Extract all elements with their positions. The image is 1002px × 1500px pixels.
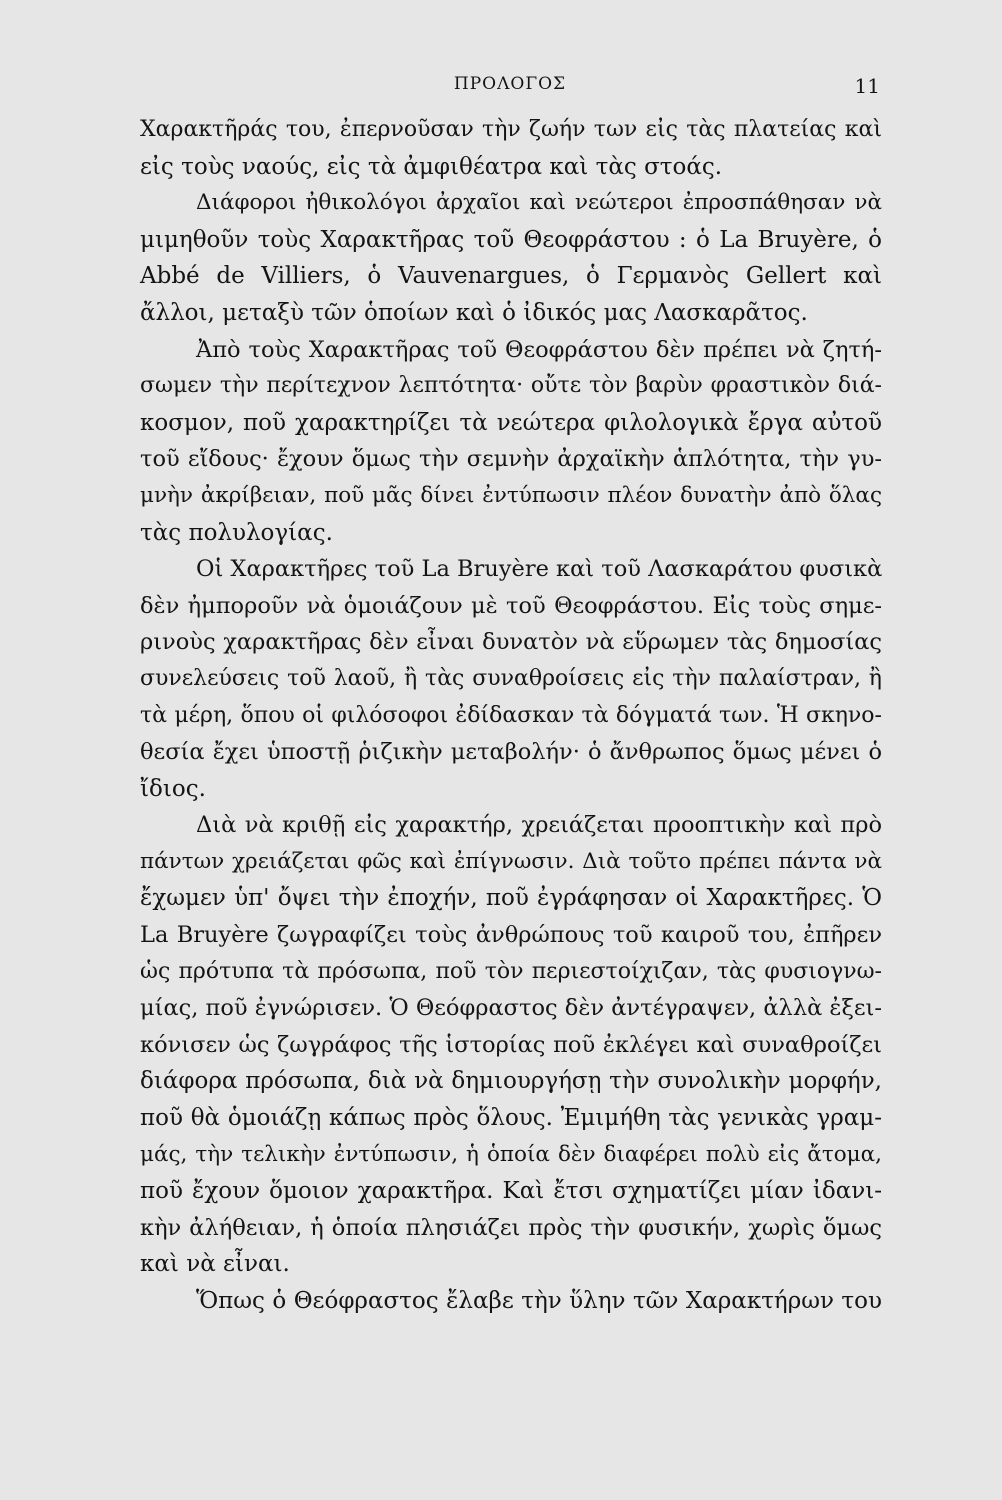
text-line: τοῦ εἴδους· ἔχουν ὅμως τὴν σεμνὴν ἀρχαϊκὴν ἁπλότητα, τὴν γυ- xyxy=(140,446,882,473)
text-line: κοσμον, ποῦ χαρακτηρίζει τὰ νεώτερα φιλολογικὰ ἔργα αὐτοῦ xyxy=(140,409,882,436)
text-line: Abbé de Villiers, ὁ Vauvenargues, ὁ Γερμανὸς Gellert καὶ xyxy=(140,263,882,290)
text-line: εἰς τοὺς ναούς, εἰς τὰ ἀμφιθέατρα καὶ τὰς στοάς. xyxy=(140,153,723,180)
text-line: ποῦ ἔχουν ὅμοιον χαρακτῆρα. Καὶ ἔτσι σχηματίζει μίαν ἰδανι- xyxy=(140,1178,882,1205)
text-line: μνὴν ἀκρίβειαν, ποῦ μᾶς δίνει ἐντύπωσιν πλέον δυνατὴν ἀπὸ ὅλας xyxy=(140,482,882,508)
text-line: σωμεν τὴν περίτεχνον λεπτότητα· οὔτε τὸν βαρὺν φραστικὸν διά- xyxy=(140,373,882,399)
text-line: ὡς πρότυπα τὰ πρόσωπα, ποῦ τὸν περιεστοίχιζαν, τὰς φυσιογνω- xyxy=(140,958,882,984)
text-line: κόνισεν ὡς ζωγράφος τῆς ἱστορίας ποῦ ἐκλέγει καὶ συναθροίζει xyxy=(140,1031,882,1058)
text-line: Διάφοροι ἠθικολόγοι ἀρχαῖοι καὶ νεώτεροι ἐπροσπάθησαν νὰ xyxy=(196,190,882,216)
text-line: ἔχωμεν ὑπ' ὄψει τὴν ἐποχήν, ποῦ ἐγράφησαν οἱ Χαρακτῆρες. Ὁ xyxy=(140,885,882,912)
text-line: συνελεύσεις τοῦ λαοῦ, ἢ τὰς συναθροίσεις εἰς τὴν παλαίστραν, ἢ xyxy=(140,665,882,691)
text-line: τὰ μέρη, ὅπου οἱ φιλόσοφοι ἐδίδασκαν τὰ δόγματά των. Ἡ σκηνο- xyxy=(140,702,882,728)
running-title: ΠΡΟΛΟΓΟΣ xyxy=(453,74,567,94)
text-line: La Bruyère ζωγραφίζει τοὺς ἀνθρώπους τοῦ καιροῦ του, ἐπῆρεν xyxy=(140,922,882,949)
text-line: κὴν ἀλήθειαν, ἡ ὁποία πλησιάζει πρὸς τὴν φυσικήν, χωρὶς ὅμως xyxy=(140,1214,882,1241)
text-line: καὶ νὰ εἶναι. xyxy=(140,1251,290,1278)
text-line: μιμηθοῦν τοὺς Χαρακτῆρας τοῦ Θεοφράστου : ὁ La Bruyère, ὁ xyxy=(140,226,882,253)
text-line: Οἱ Χαρακτῆρες τοῦ La Bruyère καὶ τοῦ Λασκαράτου φυσικὰ xyxy=(196,556,883,583)
body-text xyxy=(140,112,882,1320)
text-line: Διὰ νὰ κριθῇ εἰς χαρακτήρ, χρειάζεται προοπτικὴν καὶ πρὸ xyxy=(196,812,882,839)
text-line: δὲν ἠμποροῦν νὰ ὁμοιάζουν μὲ τοῦ Θεοφράστου. Εἰς τοὺς σημε- xyxy=(140,592,882,619)
text-line: ποῦ θὰ ὁμοιάζῃ κάπως πρὸς ὅλους. Ἐμιμήθη τὰς γενικὰς γραμ- xyxy=(140,1105,882,1132)
text-line: Ἀπὸ τοὺς Χαρακτῆρας τοῦ Θεοφράστου δὲν πρέπει νὰ ζητή- xyxy=(196,336,882,363)
text-line: θεσία ἔχει ὑποστῇ ῥιζικὴν μεταβολήν· ὁ ἄνθρωπος ὅμως μένει ὁ xyxy=(140,739,882,766)
text-line: τὰς πολυλογίας. xyxy=(140,519,333,546)
text-line: Χαρακτῆράς του, ἐπερνοῦσαν τὴν ζωήν των εἰς τὰς πλατείας καὶ xyxy=(140,117,882,142)
text-line: μίας, ποῦ ἐγνώρισεν. Ὁ Θεόφραστος δὲν ἀντέγραψεν, ἀλλὰ ἐξει- xyxy=(140,995,882,1022)
text-line: μάς, τὴν τελικὴν ἐντύπωσιν, ἡ ὁποία δὲν διαφέρει πολὺ εἰς ἄτομα, xyxy=(140,1141,882,1167)
page-header xyxy=(140,74,880,104)
text-line: διάφορα πρόσωπα, διὰ νὰ δημιουργήσῃ τὴν συνολικὴν μορφήν, xyxy=(140,1068,882,1095)
text-line: ἄλλοι, μεταξὺ τῶν ὁποίων καὶ ὁ ἰδικός μας Λασκαρᾶτος. xyxy=(140,299,808,326)
page-number: 11 xyxy=(854,74,880,98)
text-line: ἴδιος. xyxy=(140,775,206,802)
text-line: πάντων χρειάζεται φῶς καὶ ἐπίγνωσιν. Διὰ τοῦτο πρέπει πάντα νὰ xyxy=(140,848,882,874)
text-line: Ὅπως ὁ Θεόφραστος ἔλαβε τὴν ὕλην τῶν Χαρακτήρων του xyxy=(196,1288,882,1314)
text-line: ρινοὺς χαρακτῆρας δὲν εἶναι δυνατὸν νὰ εὕρωμεν τὰς δημοσίας xyxy=(140,629,882,656)
